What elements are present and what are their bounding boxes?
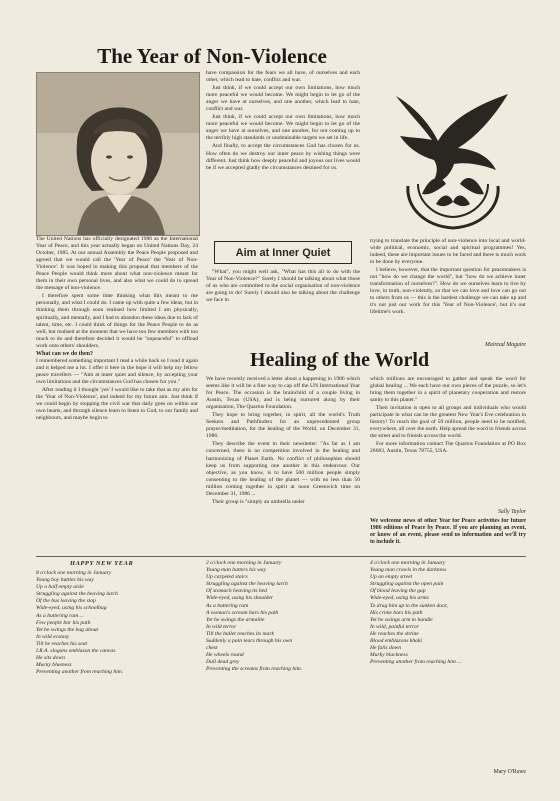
poem-line: As a battering ram: [206, 602, 249, 609]
article-paragraph: And finally, to accept the circumstances God has chosen for us. How often do we destroy our inner peace by wishing things were different. Just think how deeply peaceful and joyous our lives would be if we accepted gladly the circumstances destined for us.: [206, 143, 360, 171]
poem-line: In wild terror: [206, 623, 237, 630]
pull-quote-label: Aim at Inner Quiet: [235, 246, 331, 259]
poem-line: His crime bars his path: [370, 609, 423, 616]
poem-line: Up a half empty aisle: [36, 584, 84, 591]
poem-line: He reaches the shrine: [370, 630, 419, 637]
poem-line: Till the bullet reaches its mark: [206, 630, 274, 637]
article-paragraph: have compassion for the fears we all have, of ourselves and each other, which lead to hate, conflict and war.: [206, 70, 360, 84]
poem-line: Mucky blueness: [36, 662, 72, 669]
poem-line: As a buttering ram ...: [36, 612, 84, 619]
poem-line: Wide-eyed, using his arms: [370, 595, 429, 602]
healing-paragraph: For more information contact The Quartus Foundation at PO Box 26683, Austin, Texas 78755, USA.: [370, 441, 526, 455]
article-paragraph: Just think, if we could accept our own limitations, how much more peaceful we would become. We might begin to let go of the anger we have at ourselves, and one another, for not coming up to the terribly high standards or unobtainable targets we set in life.: [206, 114, 360, 142]
poem-stanza-3: [370, 560, 526, 766]
poem-line: Up an empty street: [370, 574, 413, 581]
poem-line: Murky blackness: [370, 652, 408, 659]
healing-paragraph: Their invitation is open to all groups and individuals who would participate in what can be the greatest New Year's Eve celebration in history! To reach the goal of 50 million, people need to be notified, everywhere, all over the earth. Help spread the word to friends across the street and to friends across the world.: [370, 405, 526, 440]
poem-line: 8 o'clock one morning in January: [36, 570, 112, 576]
dove-icon: [378, 66, 528, 236]
page-title: The Year of Non-Violence: [97, 44, 327, 68]
article-column-3: [370, 238, 526, 340]
poem-line: Few people bar his path: [36, 619, 91, 626]
poem-line: Struggling against the heaving lurch: [206, 581, 288, 588]
poem-line: Blood emblazons khaki: [370, 638, 422, 645]
poem-line: Young man crawls in the darkness: [370, 567, 447, 574]
poem-line: 4 o'clock one morning in January: [370, 560, 446, 566]
poem-line: In wild, painful terror: [370, 623, 419, 630]
healing-paragraph: We have recently received a letter about a happening in 1986 which seems like it will be a fine way to cap off the UN International Year for Peace. The occasion is the brainchild of a couple living in Austin, Texas (USA), and is being nurtured along by their organisation, The Quartus Foundation.: [206, 376, 360, 411]
poem-line: Young boy buttles his way: [36, 577, 94, 584]
poem-line: He falls down: [370, 645, 402, 652]
article-paragraph: Just think, if we could accept our own limitations, how much more peaceful we would become. We might begin to let go of the anger we have at ourselves, and one another, which lead to hate, conflict and war.: [206, 85, 360, 113]
poem-line: I.R.A. slogans emblazon the canvas: [36, 648, 116, 655]
article-paragraph: "What", you might well ask, "What has this all to do with the Year of Non-Violence?" Surely I should be talking about what those of us who are committed to the social organisation of non-violence are going to do! Surely I should also be talking about the challenge we face in: [206, 269, 360, 304]
portrait-photo: [36, 72, 200, 236]
poem-line: Dull dead grey: [206, 659, 240, 666]
healing-paragraph: They hope to bring together, in spirit, all the world's Truth Seekers and Pathfinders for an unprecedented group prayer/meditation, for the healing of the World, on December 31, 1986.: [206, 412, 360, 440]
poem-title: HAPPY NEW YEAR: [70, 560, 134, 567]
poem-line: Yet he swings the armalite: [206, 616, 265, 623]
article-paragraph: I remembered something important I read a while back so I read it again and it helped me a lot. I offer it here in the hope it will help my fellow peace travellers — "Aim at inner quiet and silence, by accepting your own limitations and the circumstances God has chosen for you.": [36, 357, 198, 385]
dove-logo: [378, 66, 528, 236]
poem-line: In wild ecstasy: [36, 633, 70, 640]
poem-stanza-2: [206, 560, 364, 774]
healing-paragraph: They describe the event in their newsletter: "As far as I am concerned, there is no competition involved in the healing and harmonizing of Planet Earth. No conflict of philosophies should keep us from supporting one another in this endeavour. Our objective, as you know, is to have 500 million people simply consenting to the healing of the planet — with no less than 50 million coming together in spirit at noon Greenwich time on December 31, 1986 ...: [206, 441, 360, 497]
poem-line: Wide-eyed, using his schoolbag: [36, 605, 107, 612]
poem-line: Preventing the screams from reaching him.: [206, 666, 303, 673]
poem-line: 2 o'clock one morning in January: [206, 560, 282, 566]
poem-stanza-1: [36, 570, 198, 770]
healing-column-1: [206, 376, 360, 554]
poem-line: Of stomach heaving its bed: [206, 588, 267, 595]
pull-quote-box: [214, 241, 352, 264]
healing-paragraph: which millions are encouraged to gather and speak the word for global healing ... We each have our own pieces of the puzzle, so let's bring them together in a spirit of planetary cooperation and restore sanity to this planet.": [370, 376, 526, 404]
poem-line: Of blood leaving the gap: [370, 588, 426, 595]
poem-line: He wheels round: [206, 652, 244, 659]
article-column-2b: [206, 269, 360, 341]
poem-line: A woman's scream bars his path: [206, 609, 279, 616]
article-column-2: [206, 70, 360, 238]
poem-line: Up carpeted stairs: [206, 574, 248, 581]
portrait-image: [37, 73, 199, 235]
poem-line: Yet he swings the bag about: [36, 626, 99, 633]
poem-line: chest: [206, 645, 218, 652]
poem-line: To drag him up to the sunken door,: [370, 602, 448, 609]
poem-divider: [36, 556, 526, 557]
poem-line: Preventing another from reaching him.: [36, 669, 124, 676]
notice-paragraph: We welcome news of other Year for Peace activities for future 1986 editions of Peace by Peace. If you are planning an event, or know of an event, please send us information and we'll try to include it.: [370, 518, 526, 546]
poem-line: Of the bus leaving the stop: [36, 598, 96, 605]
healing-column-2: [370, 376, 526, 482]
poem-line: Preventing another from reaching him ...: [370, 659, 462, 666]
article-paragraph: I believe, however, that the important question for peacemakers is not "how do we change the world", but "how do we achieve inner transformation of ourselves?". How do we ourselves learn to live by love, in truth, non-violently, so that we can love and love can go out to others from us — this is the hardest challenge we can take up and it's not just our work for this 'Year of Non-Violence', but it's our lifetime's work.: [370, 267, 526, 316]
article-subhead: What can we do then?: [36, 350, 94, 357]
healing-paragraph: Their group is "simply an umbrella under: [212, 498, 305, 505]
poem-line: Suddenly a pain tears through his own: [206, 638, 293, 645]
healing-signature: Sally Taylor: [498, 509, 526, 515]
article-paragraph: trying to translate the principle of non-violence into local and world-wide political, economic, social and spiritual programmes! Yes, indeed, these are important issues to be faced and there is much work to be done by everyone.: [370, 238, 526, 266]
poem-line: Wide-eyed, using his shoulder: [206, 595, 274, 602]
poem-line: Young man batters his way: [206, 567, 267, 574]
article-signature: Mairead Maguire: [485, 342, 526, 348]
article-paragraph: The United Nations has officially designated 1986 as the International Year of Peace, and this year actually began on United Nations Day, 24 October, 1985. At our annual Assembly the Peace People proposed and agreed that we would call the 'Year of Peace' the 'Year of Non-Violence'. It was hoped in making this proposal that members of the Peace People would think more about what non-violence meant for them in their own personal lives, and also what we could do to spread the message of non-violence.: [36, 236, 198, 292]
poem-line: He sits down: [36, 655, 65, 662]
poem-line: Struggling against the open pain: [370, 581, 444, 588]
healing-title: Healing of the World: [250, 349, 430, 371]
article-paragraph: I therefore spent some time thinking what this meant to me personally, and what I could do. I came up with quite a few ideas, but in thinking them through soon realised how limited I am physically, spiritually, and mentally, and I had to abandon these ideas due to lack of talent, time, etc. I could think of things for the Peace People to do as well, but realised at the moment that we have too few members with too much to do and therefore decided it would be "unpeaceful" to offload work onto others' shoulders.: [36, 293, 198, 349]
poem-signature: Mary O'Rawe: [493, 769, 526, 775]
poem-line: Yet he swings arm to handle: [370, 616, 433, 623]
poem-line: Till he reaches his seat: [36, 640, 88, 647]
article-paragraph: After reading it I thought 'yes' I would like to take that as my aim for the 'Year of Non-Violence', and indeed for my future aim. Just think if we could begin by stopping the civil war that daily goes on within our own hearts, and through silence learn to listen to God, to our family and neighbours, and maybe begin to: [36, 386, 198, 422]
poem-line: Struggling against the heaving lurch: [36, 591, 118, 598]
